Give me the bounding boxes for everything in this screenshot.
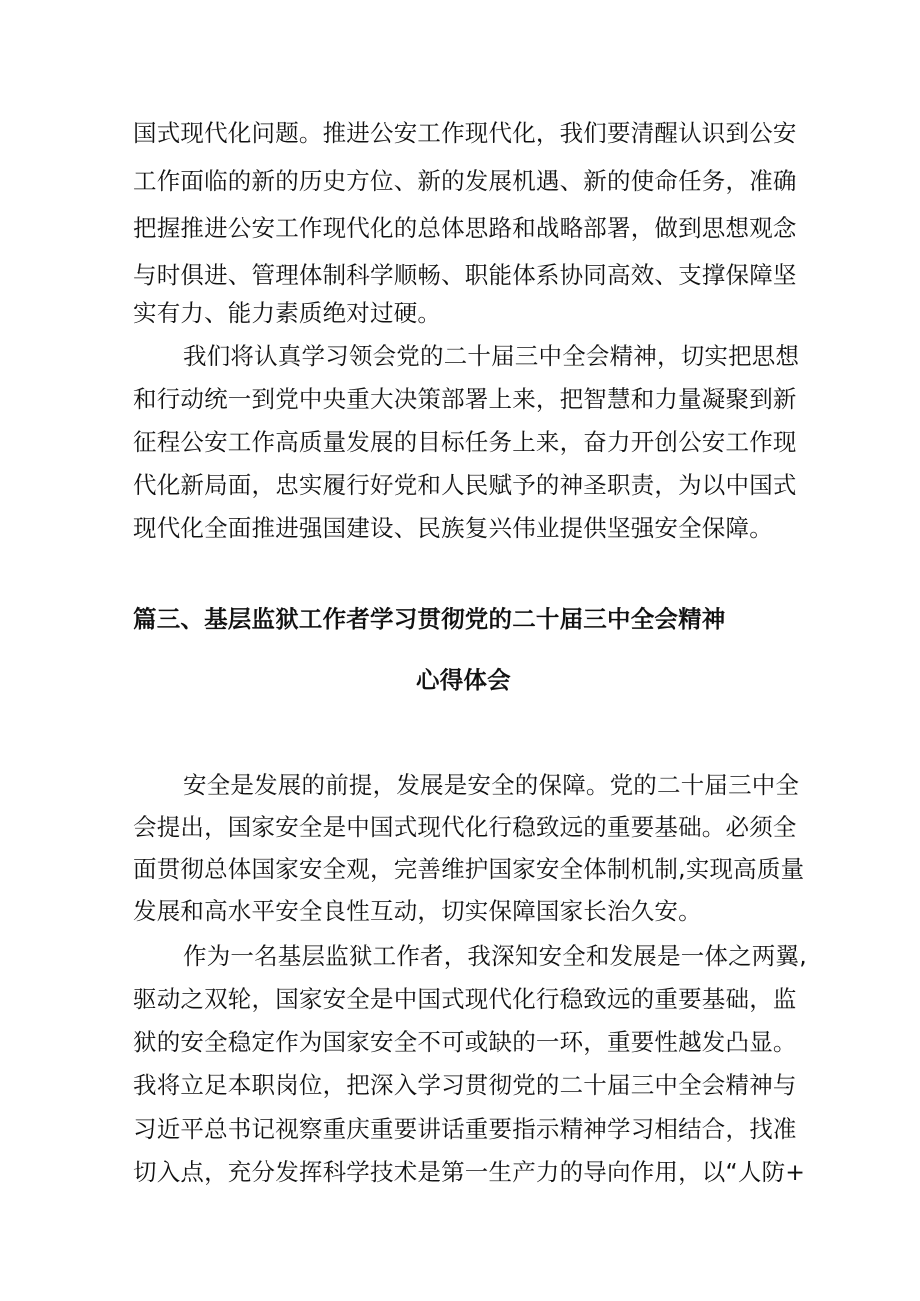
paragraph-line: 驱动之双轮，国家安全是中国式现代化行稳致远的重要基础，监 (133, 985, 797, 1013)
paragraph-line: 切入点，充分发挥科学技术是第一生产力的导向作用，以“人防+ (133, 1158, 806, 1186)
paragraph-line: 征程公安工作高质量发展的目标任务上来，奋力开创公安工作现 (133, 428, 797, 456)
paragraph-line: 国式现代化问题。推进公安工作现代化，我们要清醒认识到公安 (133, 119, 797, 147)
paragraph-line: 实有力、能力素质绝对过硬。 (133, 299, 442, 327)
paragraph-line: 代化新局面，忠实履行好党和人民赋予的神圣职责，为以中国式 (133, 471, 797, 499)
paragraph-line: 现代化全面推进强国建设、民族复兴伟业提供坚强安全保障。 (133, 514, 773, 542)
paragraph-line: 我将立足本职岗位，把深入学习贯彻党的二十届三中全会精神与 (133, 1071, 797, 1099)
paragraph-line: 工作面临的新的历史方位、新的发展机遇、新的使命任务，准确 (133, 167, 797, 195)
paragraph-line: 安全是发展的前提，发展是安全的保障。党的二十届三中全 (183, 771, 800, 799)
paragraph-line: 面贯彻总体国家安全观，完善维护国家安全体制机制,实现高质量 (133, 855, 805, 883)
paragraph-line: 和行动统一到党中央重大决策部署上来，把智慧和力量凝聚到新 (133, 385, 797, 413)
paragraph-line: 把握推进公安工作现代化的总体思路和战略部署，做到思想观念 (133, 214, 797, 242)
paragraph-line: 狱的安全稳定作为国家安全不可或缺的一环，重要性越发凸显。 (133, 1028, 797, 1056)
section-heading-subtitle: 心得体会 (416, 666, 511, 694)
paragraph-line: 发展和高水平安全良性互动，切实保障国家长治久安。 (133, 897, 702, 925)
paragraph-line: 会提出，国家安全是中国式现代化行稳致远的重要基础。必须全 (133, 813, 797, 841)
paragraph-line: 作为一名基层监狱工作者，我深知安全和发展是一体之两翼, (183, 942, 807, 970)
paragraph-line: 我们将认真学习领会党的二十届三中全会精神，切实把思想 (183, 342, 800, 370)
paragraph-line: 与时俱进、管理体制科学顺畅、职能体系协同高效、支撑保障坚 (133, 261, 797, 289)
section-heading: 篇三、基层监狱工作者学习贯彻党的二十届三中全会精神 (133, 605, 726, 633)
paragraph-line: 习近平总书记视察重庆重要讲话重要指示精神学习相结合，找准 (133, 1115, 797, 1143)
